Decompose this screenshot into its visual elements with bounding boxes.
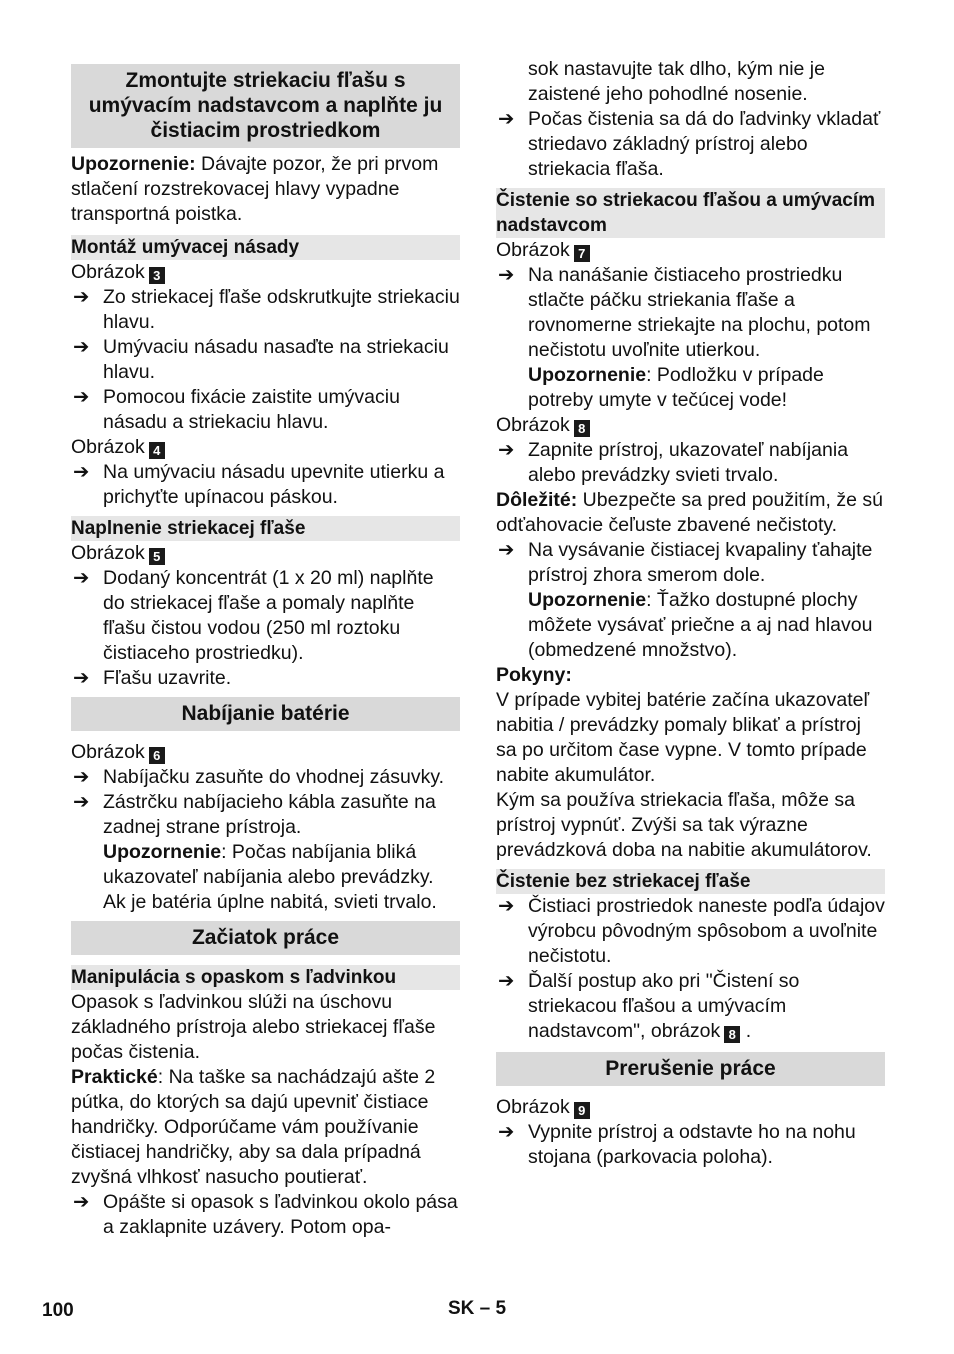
figure-number-badge: 5	[149, 548, 165, 565]
list-item: ➔ Zo striekacej fľaše odskrutkujte striekaciu hlavu.	[73, 286, 460, 333]
list-item: ➔ Umývaciu násadu nasaďte na striekaciu hlavu.	[73, 336, 449, 383]
paragraph: V prípade vybitej batérie začína ukazovateľ nabitia / prevádzky pomaly blikať a prístroj sa po určitom čase vypne. V tomto prípade nabite akumulátor.	[496, 689, 870, 786]
list-item: ➔ Vypnite prístroj a odstavte ho na nohu stojana (parkovacia poloha).	[498, 1121, 856, 1168]
important-paragraph: Dôležité: Ubezpečte sa pred použitím, že sú odťahovacie čeľuste zbavené nečistoty.	[496, 489, 883, 536]
heading-battery-charging: Nabíjanie batérie	[71, 697, 460, 731]
left-column	[71, 57, 460, 1240]
list-item: ➔ Zástrčku nabíjacieho kábla zasuňte na zadnej strane prístroja.	[73, 791, 436, 838]
arrow-right-icon: ➔	[73, 336, 90, 358]
figure-ref: Obrázok 5	[71, 541, 460, 566]
paragraph: Opasok s ľadvinkou slúži na úschovu základného prístroja alebo striekacej fľaše počas čistenia.	[71, 991, 436, 1063]
figure-number-badge: 6	[149, 747, 165, 764]
arrow-right-icon: ➔	[498, 970, 515, 992]
list-item: ➔ Počas čistenia sa dá do ľadvinky vkladať striedavo základný prístroj alebo striekacia fľaša.	[498, 108, 881, 180]
list-item: ➔ Opášte si opasok s ľadvinkou okolo pása a zaklapnite uzávery. Potom opa-	[73, 1191, 458, 1238]
list-item: ➔ Nabíjačku zasuňte do vhodnej zásuvky.	[73, 766, 445, 788]
tip-paragraph: Praktické: Na taške sa nachádzajú ašte 2 pútka, do ktorých sa dajú upevniť čistiace handričky. Odporúčame vám používanie čistiacej handričky, aby sa dala prípadná zvyšná vlhkosť nasucho poutierať.	[71, 1066, 436, 1188]
arrow-right-icon: ➔	[73, 286, 90, 308]
arrow-right-icon: ➔	[498, 439, 515, 461]
arrow-right-icon: ➔	[498, 108, 515, 130]
page-number: 100	[42, 1300, 74, 1321]
list-item: ➔ Ďalší postup ako pri "Čistení so striekacou fľašou a umývacím nadstavcom", obrázok 8 .	[498, 970, 800, 1042]
note-paragraph: Upozornenie: Počas nabíjania bliká ukazovateľ nabíjania alebo prevádzky. Ak je batéria úplne nabitá, svieti trvalo.	[103, 841, 437, 913]
figure-ref: Obrázok 9	[496, 1095, 885, 1120]
figure-number-badge: 7	[574, 245, 590, 262]
arrow-right-icon: ➔	[73, 461, 90, 483]
figure-number-badge: 9	[574, 1102, 590, 1119]
figure-number-badge: 4	[149, 442, 165, 459]
continued-text: sok nastavujte tak dlho, kým nie je zaistené jeho pohodlné nosenie.	[528, 58, 825, 105]
arrow-right-icon: ➔	[73, 766, 90, 788]
list-item: ➔ Na nanášanie čistiaceho prostriedku stlačte páčku striekania fľaše a rovnomerne striekajte na plochu, potom nečistotu uvoľnite utierkou.	[498, 264, 871, 361]
figure-number-badge: 8	[724, 1026, 740, 1043]
arrow-right-icon: ➔	[498, 895, 515, 917]
figure-ref: Obrázok 3	[71, 260, 460, 285]
arrow-right-icon: ➔	[73, 567, 90, 589]
subheading-clean-with-spray-bottle: Čistenie so striekacou fľašou a umývacím nadstavcom	[496, 188, 885, 238]
arrow-right-icon: ➔	[73, 1191, 90, 1213]
arrow-right-icon: ➔	[498, 539, 515, 561]
note-paragraph: Upozornenie: Ťažko dostupné plochy môžete vysávať priečne a aj nad hlavou (obmedzené množstvo).	[528, 589, 873, 661]
language-page-label: SK – 5	[448, 1298, 507, 1319]
arrow-right-icon: ➔	[73, 386, 90, 408]
figure-number-badge: 8	[574, 420, 590, 437]
list-item: ➔ Čistiaci prostriedok naneste podľa údajov výrobcu pôvodným spôsobom a uvoľnite nečistotu.	[498, 895, 885, 967]
paragraph: Kým sa používa striekacia fľaša, môže sa prístroj vypnúť. Zvýši sa tak výrazne prevádzková doba na nabitie akumulátorov.	[496, 789, 872, 861]
heading-assemble-spray-bottle: Zmontujte striekaciu fľašu s umývacím nadstavcom a naplňte ju čistiacim prostriedkom	[71, 64, 460, 148]
note-paragraph: Upozornenie: Dávajte pozor, že pri prvom stlačení rozstrekovacej hlavy vypadne transportná poistka.	[71, 153, 439, 225]
arrow-right-icon: ➔	[73, 667, 90, 689]
right-column	[496, 57, 885, 1170]
heading-interrupt-work: Prerušenie práce	[496, 1052, 885, 1086]
figure-ref: Obrázok 6	[71, 740, 460, 765]
note-paragraph: Upozornenie: Podložku v prípade potreby umyte v tečúcej vode!	[528, 364, 824, 411]
figure-number-badge: 3	[149, 267, 165, 284]
figure-ref: Obrázok 7	[496, 238, 885, 263]
subheading-clean-without-spray-bottle: Čistenie bez striekacej fľaše	[496, 869, 885, 894]
figure-ref: Obrázok 4	[71, 435, 460, 460]
arrow-right-icon: ➔	[498, 1121, 515, 1143]
notes-heading: Pokyny:	[496, 664, 572, 686]
heading-start-work: Začiatok práce	[71, 921, 460, 955]
list-item: ➔ Dodaný koncentrát (1 x 20 ml) naplňte do striekacej fľaše a pomaly naplňte fľašu čistou vodou (250 ml roztoku čistiaceho prostriedku).	[73, 567, 434, 664]
subheading-mount-wash-attachment: Montáž umývacej násady	[71, 235, 460, 260]
list-item: ➔ Na vysávanie čistiacej kvapaliny ťahajte prístroj zhora smerom dole.	[498, 539, 873, 586]
figure-ref: Obrázok 8	[496, 413, 885, 438]
subheading-fill-spray-bottle: Naplnenie striekacej fľaše	[71, 516, 460, 541]
arrow-right-icon: ➔	[73, 791, 90, 813]
arrow-right-icon: ➔	[498, 264, 515, 286]
list-item: ➔ Pomocou fixácie zaistite umývaciu násadu a striekaciu hlavu.	[73, 386, 400, 433]
subheading-belt-handling: Manipulácia s opaskom s ľadvinkou	[71, 965, 460, 990]
list-item: ➔ Fľašu uzavrite.	[73, 667, 232, 689]
list-item: ➔ Na umývaciu násadu upevnite utierku a prichyťte upínacou páskou.	[73, 461, 445, 508]
list-item: ➔ Zapnite prístroj, ukazovateľ nabíjania alebo prevádzky svieti trvalo.	[498, 439, 849, 486]
